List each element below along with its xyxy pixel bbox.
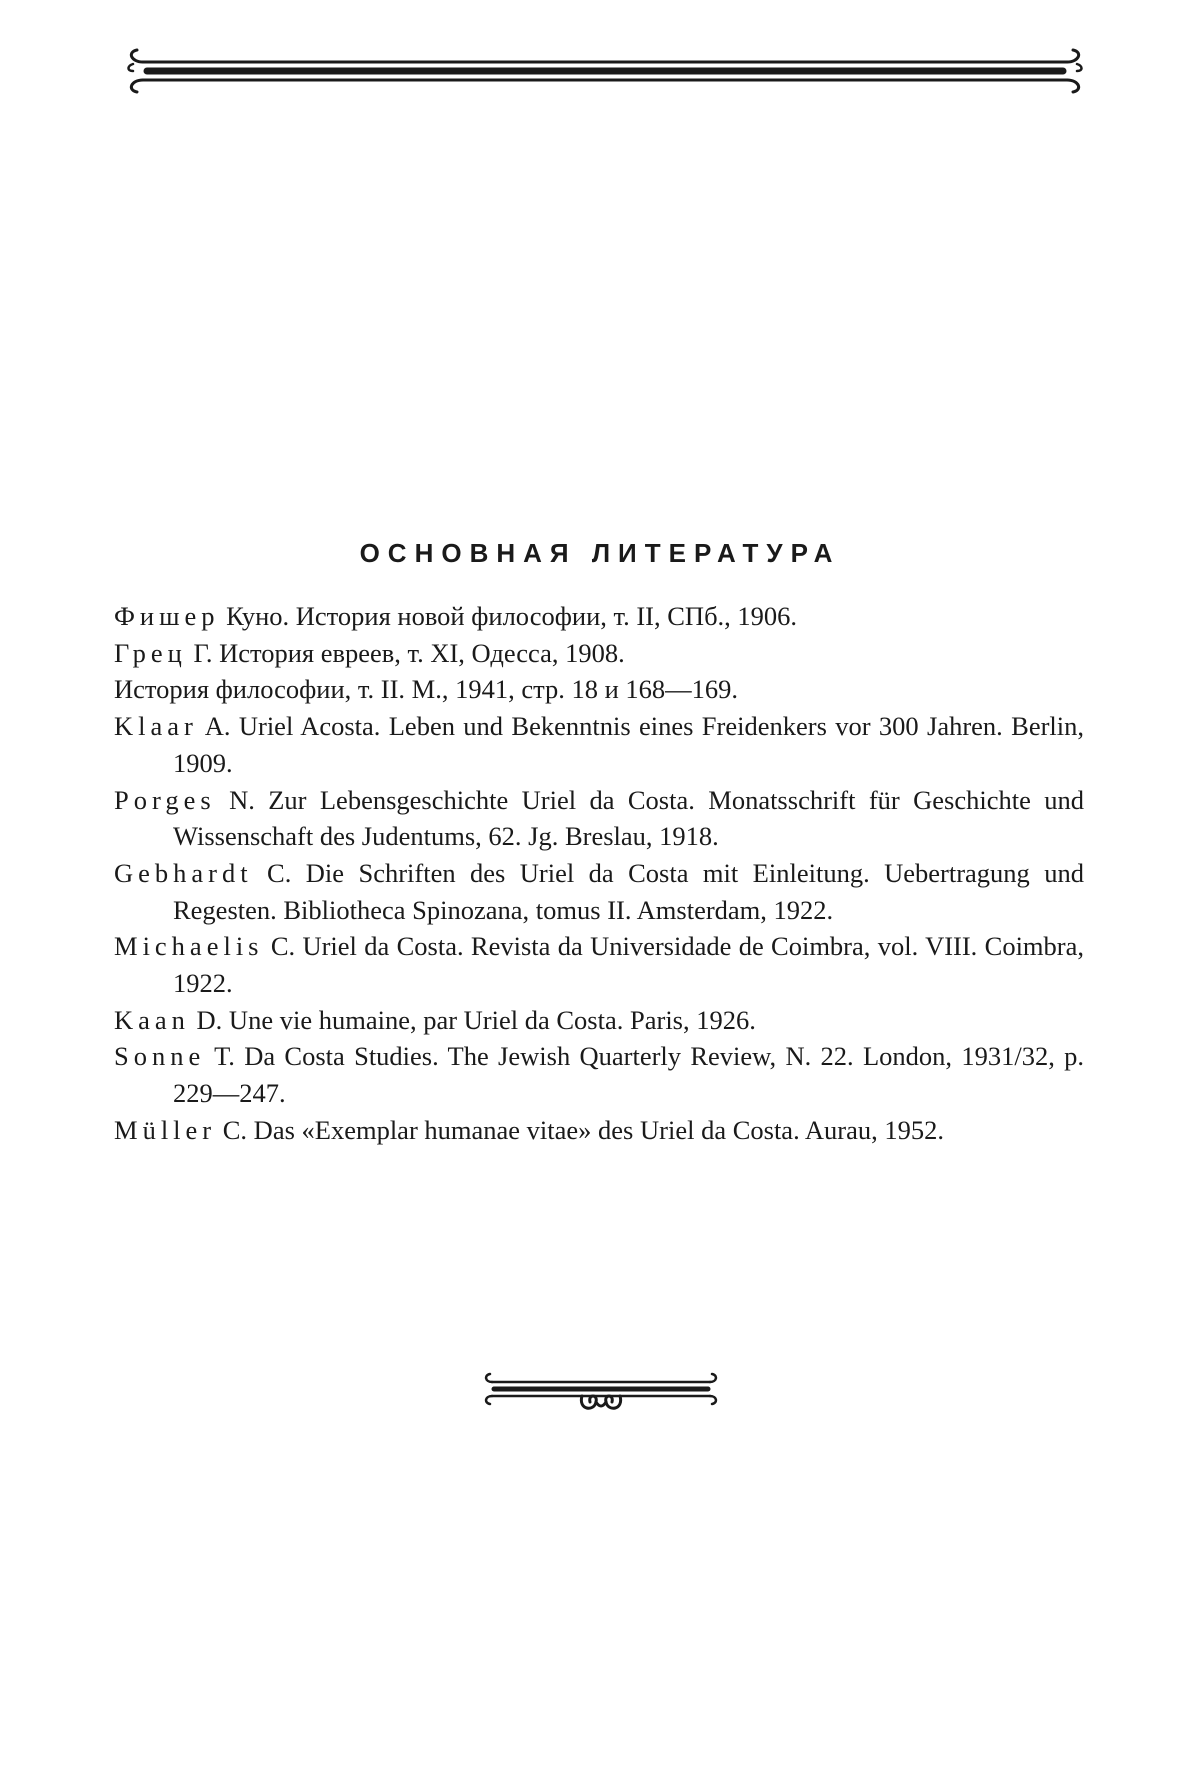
entry-author: Фишер	[114, 601, 220, 631]
top-ornament-rule	[125, 44, 1085, 100]
entry-text: История философии, т. II. М., 1941, стр. 18 и 168—169.	[114, 674, 739, 705]
entry-text: C. Die Schriften des Uriel da Costa mit Einleitung. Uebertragung und Regesten. Bibliotheca Spinozana, tomus II. Amsterdam, 1922.	[173, 857, 1084, 925]
entry-text: T. Da Costa Studies. The Jewish Quarterly Review, N. 22. London, 1931/32, p. 229—247.	[173, 1041, 1084, 1109]
entry-text: C. Uriel da Costa. Revista da Universidade de Coimbra, vol. VIII. Coimbra, 1922.	[173, 931, 1084, 999]
entry-text: Куно. История новой философии, т. II, СПб., 1906.	[219, 601, 798, 631]
bibliography-list	[114, 598, 1084, 1149]
bibliography-entry	[114, 635, 1084, 672]
bibliography-entry	[114, 598, 1084, 635]
bottom-ornament-flourish	[482, 1370, 720, 1416]
entry-author: Kaan	[114, 1004, 190, 1035]
entry-text: A. Uriel Acosta. Leben und Bekenntnis eines Freidenkers vor 300 Jahren. Berlin, 1909.	[173, 711, 1084, 778]
entry-author: Müller	[114, 1114, 217, 1145]
entry-text: Г. История евреев, т. XI, Одесса, 1908.	[186, 637, 625, 668]
bibliography-entry	[114, 1112, 1084, 1149]
bibliography-entry	[114, 782, 1084, 855]
bibliography-entry	[114, 928, 1084, 1001]
entry-author: Sonne	[114, 1041, 206, 1072]
entry-text: N. Zur Lebensgeschichte Uriel da Costa. Monatsschrift für Geschichte und Wissenschaft des Judentums, 62. Jg. Breslau, 1918.	[173, 784, 1084, 852]
bibliography-entry	[114, 671, 1084, 708]
bibliography-entry	[114, 1038, 1084, 1111]
entry-text: C. Das «Exemplar humanae vitae» des Uriel da Costa. Aurau, 1952.	[216, 1114, 944, 1145]
bibliography-entry	[114, 1002, 1084, 1039]
entry-author: Michaelis	[114, 931, 264, 962]
entry-author: Klaar	[114, 711, 198, 742]
entry-text: D. Une vie humaine, par Uriel da Costa. Paris, 1926.	[189, 1004, 756, 1035]
bibliography-entry	[114, 708, 1084, 781]
entry-author: Gebhardt	[114, 857, 253, 888]
bibliography-entry	[114, 855, 1084, 928]
page-title: ОСНОВНАЯ ЛИТЕРАТУРА	[359, 538, 841, 568]
entry-author: Грец	[114, 637, 187, 668]
entry-author: Porges	[114, 784, 216, 815]
